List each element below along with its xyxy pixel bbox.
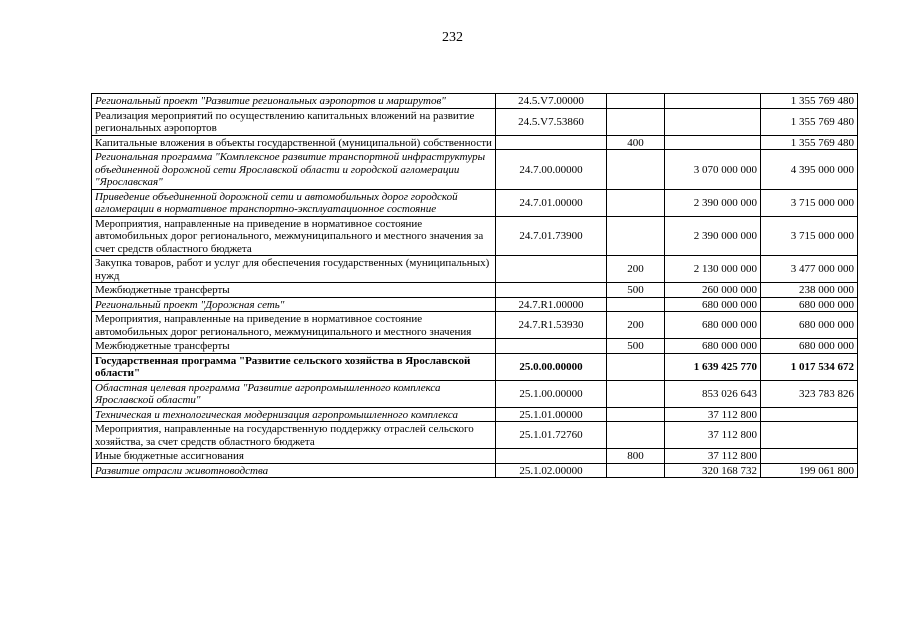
row-code-cell <box>496 135 607 150</box>
row-expense-type-cell: 800 <box>607 449 665 464</box>
table-row <box>92 407 858 422</box>
row-code-cell: 24.7.R1.53930 <box>496 312 607 339</box>
row-code-cell: 24.7.01.73900 <box>496 216 607 256</box>
table-row <box>92 463 858 478</box>
row-name-cell: Межбюджетные трансферты <box>92 283 496 298</box>
row-expense-type-cell <box>607 353 665 380</box>
row-expense-type-cell <box>607 463 665 478</box>
row-code-cell <box>496 283 607 298</box>
budget-table <box>91 93 858 478</box>
row-code-cell <box>496 449 607 464</box>
row-code-cell: 24.7.01.00000 <box>496 189 607 216</box>
row-name-cell: Развитие отрасли животноводства <box>92 463 496 478</box>
row-code-cell <box>496 256 607 283</box>
row-expense-type-cell: 200 <box>607 312 665 339</box>
row-name-cell: Государственная программа "Развитие сельского хозяйства в Ярославской области" <box>92 353 496 380</box>
row-name-cell: Реализация мероприятий по осуществлению капитальных вложений на развитие региональных аэропортов <box>92 108 496 135</box>
table-row <box>92 380 858 407</box>
row-code-cell: 24.5.V7.00000 <box>496 94 607 109</box>
row-code-cell: 25.1.02.00000 <box>496 463 607 478</box>
row-name-cell: Региональный проект "Дорожная сеть" <box>92 297 496 312</box>
row-expense-type-cell <box>607 108 665 135</box>
row-expense-type-cell: 200 <box>607 256 665 283</box>
row-code-cell: 24.7.R1.00000 <box>496 297 607 312</box>
row-amount-year1-cell <box>665 108 761 135</box>
table-row <box>92 108 858 135</box>
row-expense-type-cell <box>607 150 665 190</box>
row-amount-year1-cell: 2 390 000 000 <box>665 189 761 216</box>
row-amount-year1-cell: 37 112 800 <box>665 449 761 464</box>
row-amount-year1-cell: 2 130 000 000 <box>665 256 761 283</box>
row-code-cell: 25.1.01.00000 <box>496 407 607 422</box>
row-name-cell: Межбюджетные трансферты <box>92 339 496 354</box>
row-name-cell: Приведение объединенной дорожной сети и автомобильных дорог городской агломерации в нормативное транспортно-эксплуатационное состояние <box>92 189 496 216</box>
table-row <box>92 422 858 449</box>
row-expense-type-cell <box>607 94 665 109</box>
row-expense-type-cell <box>607 422 665 449</box>
table-row <box>92 312 858 339</box>
row-amount-year2-cell: 199 061 800 <box>761 463 858 478</box>
table-row <box>92 339 858 354</box>
row-code-cell: 25.0.00.00000 <box>496 353 607 380</box>
row-code-cell: 24.5.V7.53860 <box>496 108 607 135</box>
row-expense-type-cell <box>607 297 665 312</box>
row-name-cell: Региональная программа "Комплексное развитие транспортной инфраструктуры объединенной дорожной сети Ярославской области и городской агломерации "Ярославская" <box>92 150 496 190</box>
table-row <box>92 189 858 216</box>
row-amount-year2-cell <box>761 422 858 449</box>
row-amount-year2-cell <box>761 407 858 422</box>
row-code-cell: 25.1.00.00000 <box>496 380 607 407</box>
table-row <box>92 283 858 298</box>
row-expense-type-cell: 400 <box>607 135 665 150</box>
row-name-cell: Техническая и технологическая модернизация агропромышленного комплекса <box>92 407 496 422</box>
row-expense-type-cell <box>607 407 665 422</box>
row-amount-year2-cell: 4 395 000 000 <box>761 150 858 190</box>
table-row <box>92 449 858 464</box>
row-amount-year2-cell: 3 715 000 000 <box>761 189 858 216</box>
row-name-cell: Иные бюджетные ассигнования <box>92 449 496 464</box>
row-name-cell: Закупка товаров, работ и услуг для обеспечения государственных (муниципальных) нужд <box>92 256 496 283</box>
row-name-cell: Региональный проект "Развитие региональных аэропортов и маршрутов" <box>92 94 496 109</box>
row-name-cell: Мероприятия, направленные на государственную поддержку отраслей сельского хозяйства, за счет средств областного бюджета <box>92 422 496 449</box>
row-code-cell: 25.1.01.72760 <box>496 422 607 449</box>
row-amount-year2-cell: 1 355 769 480 <box>761 108 858 135</box>
row-expense-type-cell <box>607 380 665 407</box>
row-expense-type-cell: 500 <box>607 283 665 298</box>
budget-table-body <box>92 94 858 478</box>
row-name-cell: Областная целевая программа "Развитие агропромышленного комплекса Ярославской области" <box>92 380 496 407</box>
row-amount-year1-cell: 37 112 800 <box>665 422 761 449</box>
row-amount-year1-cell: 680 000 000 <box>665 339 761 354</box>
row-amount-year2-cell: 1 355 769 480 <box>761 94 858 109</box>
table-row <box>92 94 858 109</box>
row-amount-year2-cell: 680 000 000 <box>761 339 858 354</box>
row-amount-year1-cell: 853 026 643 <box>665 380 761 407</box>
row-amount-year2-cell <box>761 449 858 464</box>
row-amount-year2-cell: 323 783 826 <box>761 380 858 407</box>
row-amount-year1-cell: 680 000 000 <box>665 297 761 312</box>
table-row <box>92 353 858 380</box>
row-amount-year2-cell: 1 355 769 480 <box>761 135 858 150</box>
row-amount-year1-cell: 3 070 000 000 <box>665 150 761 190</box>
row-amount-year2-cell: 680 000 000 <box>761 297 858 312</box>
table-row <box>92 150 858 190</box>
row-amount-year2-cell: 3 715 000 000 <box>761 216 858 256</box>
page-number: 232 <box>442 30 463 45</box>
row-expense-type-cell <box>607 189 665 216</box>
row-name-cell: Мероприятия, направленные на приведение в нормативное состояние автомобильных дорог регионального, межмуниципального и местного значения за счет средств областного бюджета <box>92 216 496 256</box>
row-amount-year1-cell: 320 168 732 <box>665 463 761 478</box>
row-amount-year2-cell: 238 000 000 <box>761 283 858 298</box>
row-amount-year1-cell <box>665 135 761 150</box>
row-amount-year1-cell: 1 639 425 770 <box>665 353 761 380</box>
row-amount-year1-cell: 260 000 000 <box>665 283 761 298</box>
row-expense-type-cell: 500 <box>607 339 665 354</box>
table-row <box>92 256 858 283</box>
row-amount-year1-cell <box>665 94 761 109</box>
row-amount-year1-cell: 37 112 800 <box>665 407 761 422</box>
row-expense-type-cell <box>607 216 665 256</box>
row-name-cell: Мероприятия, направленные на приведение в нормативное состояние автомобильных дорог регионального, межмуниципального и местного значения <box>92 312 496 339</box>
row-amount-year2-cell: 1 017 534 672 <box>761 353 858 380</box>
table-row <box>92 216 858 256</box>
row-amount-year1-cell: 2 390 000 000 <box>665 216 761 256</box>
table-row <box>92 135 858 150</box>
row-amount-year1-cell: 680 000 000 <box>665 312 761 339</box>
row-code-cell <box>496 339 607 354</box>
row-amount-year2-cell: 680 000 000 <box>761 312 858 339</box>
row-amount-year2-cell: 3 477 000 000 <box>761 256 858 283</box>
row-name-cell: Капитальные вложения в объекты государственной (муниципальной) собственности <box>92 135 496 150</box>
row-code-cell: 24.7.00.00000 <box>496 150 607 190</box>
table-row <box>92 297 858 312</box>
